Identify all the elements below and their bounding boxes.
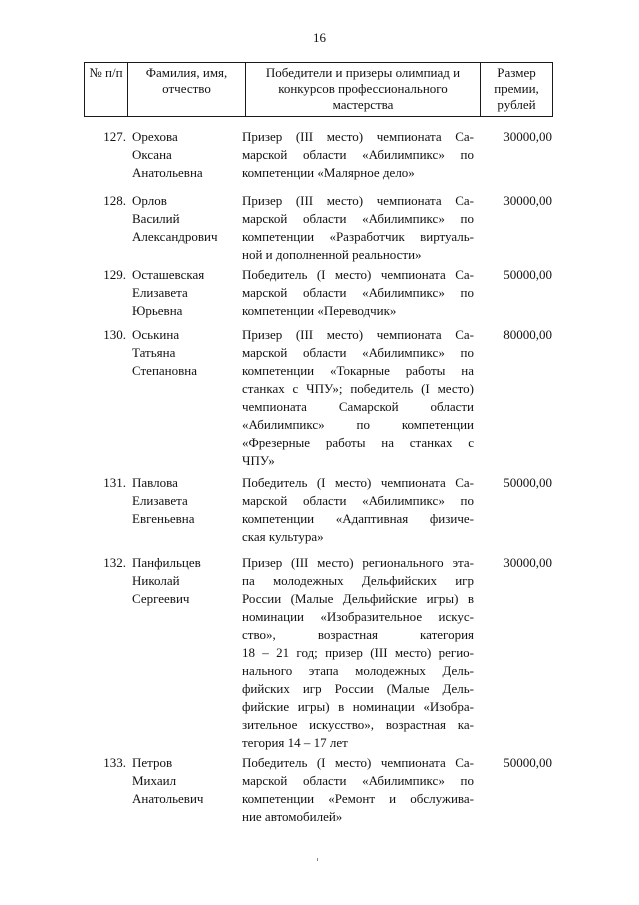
name-line: Панфильцев <box>132 555 201 570</box>
header-prize: Размер премии, рублей <box>481 63 553 117</box>
achievement-line: «Фрезерные работы на станках с <box>242 435 474 450</box>
row-achievement <box>242 266 474 320</box>
achievement-line: ство», возрастная категория <box>242 627 474 642</box>
table-row <box>84 266 552 326</box>
achievement-line: фийских игр России (Малые Дель- <box>242 681 474 696</box>
table-row <box>84 754 552 824</box>
achievement-line: компетенции «Переводчик» <box>242 303 397 318</box>
row-full-name <box>132 326 242 380</box>
name-line: Татьяна <box>132 345 176 360</box>
name-line: Анатольевич <box>132 791 204 806</box>
row-full-name <box>132 554 242 608</box>
row-number: 127. <box>103 129 126 144</box>
achievement-line: марской области «Абилимпикс» по <box>242 147 474 162</box>
row-achievement <box>242 192 474 264</box>
name-line: Оксана <box>132 147 172 162</box>
row-prize-amount: 50000,00 <box>503 755 552 770</box>
row-number: 131. <box>103 475 126 490</box>
row-number: 130. <box>103 327 126 342</box>
name-line: Степановна <box>132 363 197 378</box>
row-full-name <box>132 128 242 182</box>
achievement-line: номинации «Изобразительное искус- <box>242 609 474 624</box>
name-line: Орлов <box>132 193 167 208</box>
name-line: Петров <box>132 755 173 770</box>
achievement-line: фийские игры) в номинации «Изобра- <box>242 699 474 714</box>
row-prize-amount: 30000,00 <box>503 555 552 570</box>
row-prize-amount: 30000,00 <box>503 129 552 144</box>
achievement-line: ская культура» <box>242 529 324 544</box>
name-line: Анатольевна <box>132 165 203 180</box>
achievement-line: России (Малые Дельфийские игры) в <box>242 591 474 606</box>
achievement-line: ние автомобилей» <box>242 809 343 824</box>
achievement-line: марской области «Абилимпикс» по <box>242 285 474 300</box>
achievement-line: Призер (III место) регионального эта- <box>242 555 474 570</box>
row-full-name <box>132 192 242 246</box>
name-line: Юрьевна <box>132 303 183 318</box>
name-line: Евгеньевна <box>132 511 195 526</box>
name-line: Сергеевич <box>132 591 190 606</box>
name-line: Николай <box>132 573 180 588</box>
achievement-line: зительное искусство», возрастная ка- <box>242 717 474 732</box>
achievement-line: марской области «Абилимпикс» по <box>242 345 474 360</box>
table-row <box>84 326 552 474</box>
row-achievement <box>242 554 474 752</box>
achievement-line: компетенции «Малярное дело» <box>242 165 415 180</box>
achievement-line: ной и дополненной реальности» <box>242 247 422 262</box>
name-line: Александрович <box>132 229 218 244</box>
row-prize-amount: 50000,00 <box>503 267 552 282</box>
row-prize-amount: 50000,00 <box>503 475 552 490</box>
table-row <box>84 474 552 550</box>
achievement-line: компетенции «Адаптивная физиче- <box>242 511 474 526</box>
table-header <box>84 62 553 117</box>
row-number: 129. <box>103 267 126 282</box>
table-row <box>84 554 552 754</box>
achievement-line: Призер (III место) чемпионата Са- <box>242 129 474 144</box>
achievement-line: станках с ЧПУ»; победитель (I место) <box>242 381 474 396</box>
row-prize-amount: 80000,00 <box>503 327 552 342</box>
achievement-line: «Абилимпикс» по компетенции <box>242 417 474 432</box>
row-number: 133. <box>103 755 126 770</box>
achievement-line: компетенции «Разработчик виртуаль- <box>242 229 474 244</box>
row-number: 132. <box>103 555 126 570</box>
name-line: Павлова <box>132 475 178 490</box>
achievement-line: Победитель (I место) чемпионата Са- <box>242 267 474 282</box>
name-line: Елизавета <box>132 493 188 508</box>
achievement-line: Призер (III место) чемпионата Са- <box>242 327 474 342</box>
achievement-line: чемпионата Самарской области <box>242 399 474 414</box>
achievement-line: Призер (III место) чемпионата Са- <box>242 193 474 208</box>
achievement-line: тегория 14 – 17 лет <box>242 735 348 750</box>
row-achievement <box>242 128 474 182</box>
name-line: Осташевская <box>132 267 205 282</box>
achievement-line: па молодежных Дельфийских игр <box>242 573 474 588</box>
achievement-line: нального этапа молодежных Дель- <box>242 663 474 678</box>
achievement-line: марской области «Абилимпикс» по <box>242 493 474 508</box>
row-achievement <box>242 326 474 470</box>
achievement-line: компетенции «Токарные работы на <box>242 363 474 378</box>
page-number: 16 <box>313 30 326 45</box>
row-full-name <box>132 266 242 320</box>
achievement-line: ЧПУ» <box>242 453 275 468</box>
name-line: Орехова <box>132 129 178 144</box>
header-name: Фамилия, имя, отчество <box>128 63 246 117</box>
row-full-name <box>132 474 242 528</box>
table-row <box>84 128 552 188</box>
name-line: Михаил <box>132 773 177 788</box>
row-achievement <box>242 474 474 546</box>
row-full-name <box>132 754 242 808</box>
scan-artifact <box>317 858 318 861</box>
name-line: Оськина <box>132 327 180 342</box>
row-prize-amount: 30000,00 <box>503 193 552 208</box>
achievement-line: компетенции «Ремонт и обслужива- <box>242 791 474 806</box>
achievement-line: Победитель (I место) чемпионата Са- <box>242 755 474 770</box>
achievement-line: 18 – 21 год; призер (III место) регио- <box>242 645 474 660</box>
achievement-line: Победитель (I место) чемпионата Са- <box>242 475 474 490</box>
name-line: Василий <box>132 211 180 226</box>
row-achievement <box>242 754 474 826</box>
row-number: 128. <box>103 193 126 208</box>
header-num: № п/п <box>85 63 128 117</box>
name-line: Елизавета <box>132 285 188 300</box>
table-row <box>84 192 552 266</box>
achievement-line: марской области «Абилимпикс» по <box>242 211 474 226</box>
achievement-line: марской области «Абилимпикс» по <box>242 773 474 788</box>
header-achievement: Победители и призеры олимпиад и конкурсов профессионального мастерства <box>246 63 481 117</box>
